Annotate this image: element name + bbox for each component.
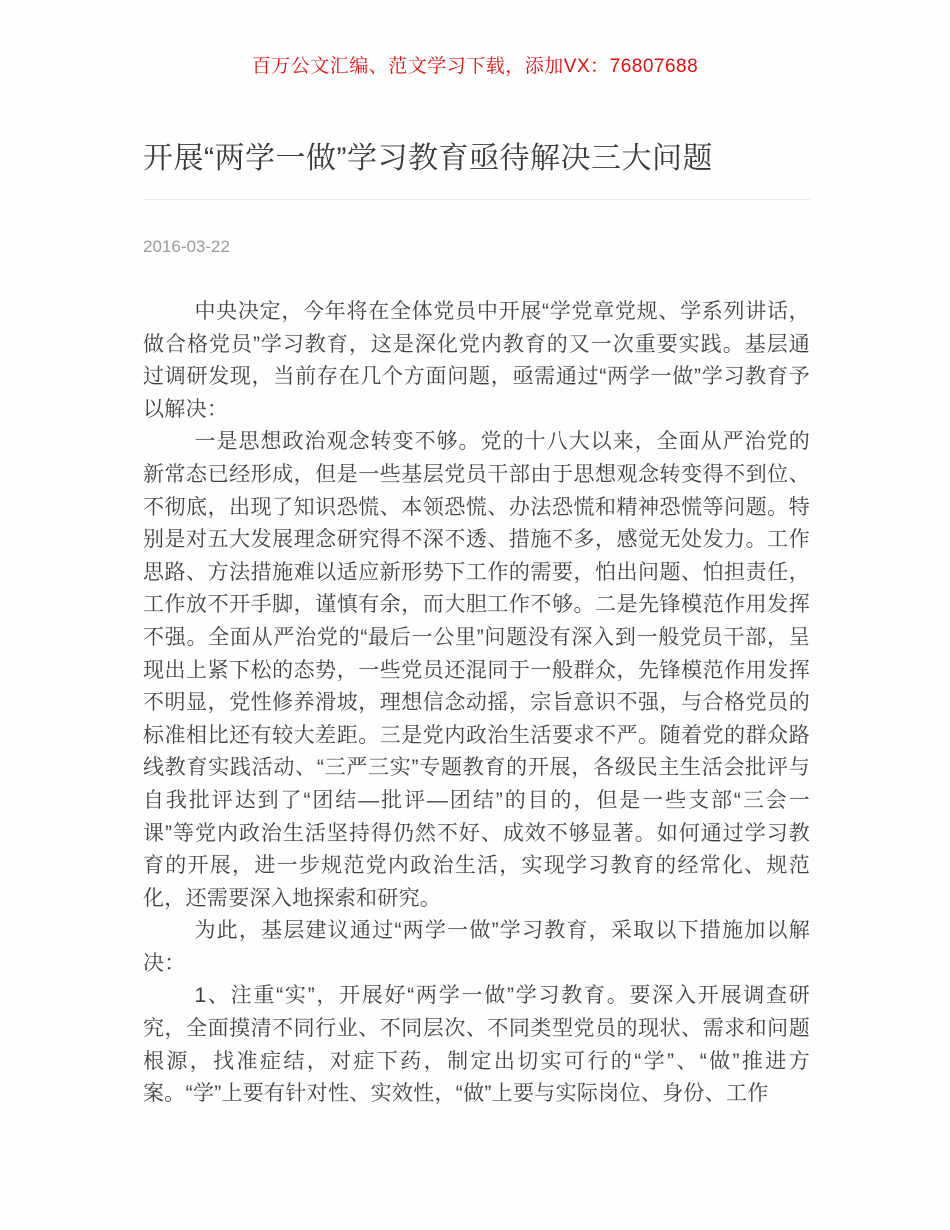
paragraph: 一是思想政治观念转变不够。党的十八大以来，全面从严治党的新常态已经形成，但是一些基层党员干部由于思想观念转变得不到位、不彻底，出现了知识恐慌、本领恐慌、办法恐慌和精神恐慌等问题。特别是对五大发展理念研究得不深不透、措施不多，感觉无处发力。工作思路、方法措施难以适应新形势下工作的需要，怕出问题、怕担责任，工作放不开手脚，谨慎有余，而大胆工作不够。二是先锋模范作用发挥不强。全面从严治党的“最后一公里”问题没有深入到一般党员干部，呈现出上紧下松的态势，一些党员还混同于一般群众，先锋模范作用发挥不明显，党性修养滑坡，理想信念动摇，宗旨意识不强，与合格党员的标准相比还有较大差距。三是党内政治生活要求不严。随着党的群众路线教育实践活动、“三严三实”专题教育的开展，各级民主生活会批评与自我批评达到了“团结—批评—团结”的目的，但是一些支部“三会一课”等党内政治生活坚持得仍然不好、成效不够显著。如何通过学习教育的开展，进一步规范党内政治生活，实现学习教育的经常化、规范化，还需要深入地探索和研究。: [143, 430, 810, 910]
article-body: [143, 296, 810, 1111]
page-title: 开展“两学一做”学习教育亟待解决三大问题: [143, 133, 810, 200]
paragraph: 1、注重“实”，开展好“两学一做”学习教育。要深入开展调查研究，全面摸清不同行业、不同层次、不同类型党员的现状、需求和问题根源，找准症结，对症下药，制定出切实可行的“学”、“做”推进方案。“学”上要有针对性、实效性，“做”上要与实际岗位、身份、工作: [143, 984, 810, 1106]
paragraph: 中央决定，今年将在全体党员中开展“学党章党规、学系列讲话，做合格党员”学习教育，这是深化党内教育的又一次重要实践。基层通过调研发现，当前存在几个方面问题，亟需通过“两学一做”学习教育予以解决：: [143, 300, 810, 421]
article: [143, 133, 810, 1111]
promo-banner: 百万公文汇编、范文学习下载，添加VX：76807688: [251, 56, 699, 77]
paragraph: 为此，基层建议通过“两学一做”学习教育，采取以下措施加以解决：: [143, 919, 810, 975]
publish-date: 2016-03-22: [143, 237, 230, 256]
